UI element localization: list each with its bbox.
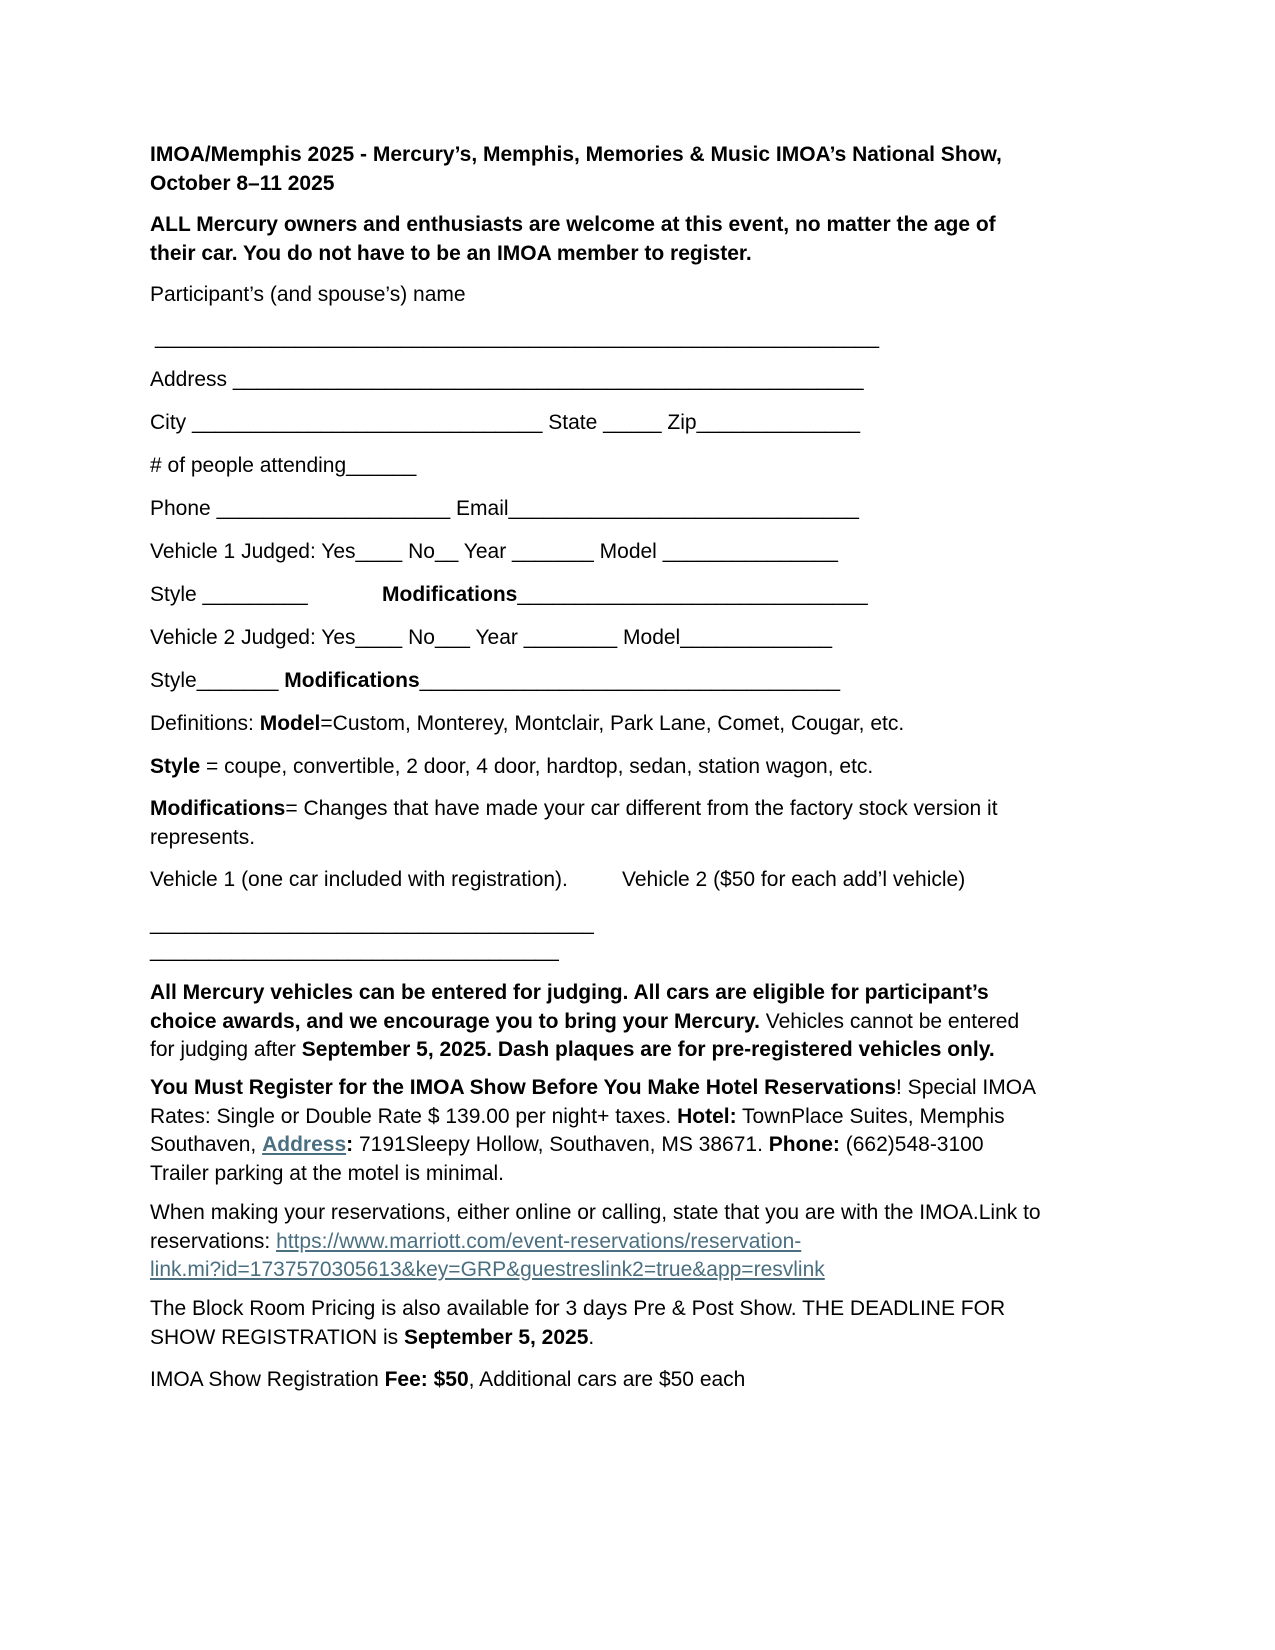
- zip-field[interactable]: ______________: [696, 411, 861, 434]
- hotel-address: 7191Sleepy Hollow, Southaven, MS 38671.: [353, 1133, 769, 1156]
- vehicle-1-modifications-row: [382, 581, 868, 609]
- v2-modifications-field[interactable]: ____________________________________: [419, 669, 841, 692]
- people-attending-label: # of people attending: [150, 454, 347, 477]
- registration-fee: [150, 1366, 745, 1394]
- modifications-definition-1: = Changes that have made your car different from the factory stock version it: [285, 797, 998, 820]
- welcome-line-1: ALL Mercury owners and enthusiasts are welcome at this event, no matter the age of: [150, 213, 996, 236]
- title-line-2: October 8–11 2025: [150, 171, 335, 195]
- vehicle-2-label: Vehicle 2 ($50 for each add’l vehicle): [622, 868, 966, 891]
- registration-deadline-label: SHOW REGISTRATION is: [150, 1325, 404, 1349]
- judging-line-2: choice awards, and we encourage you to bring your Mercury.: [150, 1009, 760, 1033]
- fee-label: IMOA Show Registration: [150, 1368, 385, 1391]
- city-label: City: [150, 411, 187, 434]
- address-link[interactable]: Address: [262, 1133, 347, 1156]
- reservation-link-part-1[interactable]: https://www.marriott.com/event-reservations/reservation-: [276, 1229, 802, 1253]
- v2-modifications-label: Modifications: [284, 669, 420, 692]
- fee-amount: Fee: $50: [384, 1368, 469, 1391]
- state-label: State: [548, 411, 598, 434]
- vehicle-2-field[interactable]: ___________________________________: [150, 939, 559, 962]
- trailer-parking-note: Trailer parking at the motel is minimal.: [150, 1161, 505, 1185]
- v1-yes-field[interactable]: ____: [355, 540, 403, 563]
- register-first-notice: You Must Register for the IMOA Show Before You Make Hotel Reservations: [150, 1076, 897, 1099]
- people-attending-field[interactable]: ______: [346, 454, 417, 477]
- v1-no-label: No: [408, 540, 435, 563]
- vehicle-2-judged-row: [150, 624, 832, 652]
- people-attending-row: [150, 452, 416, 480]
- model-term: Model: [259, 712, 321, 735]
- hotel-info: [150, 1074, 1135, 1188]
- v2-no-field[interactable]: ___: [434, 626, 470, 649]
- v2-model-label: Model: [623, 626, 681, 649]
- special-rates-intro: ! Special IMOA: [896, 1076, 1037, 1099]
- v1-modifications-label: Modifications: [382, 583, 518, 606]
- v2-judged-label: Vehicle 2 Judged: Yes: [150, 626, 356, 649]
- modifications-term: Modifications: [150, 797, 286, 820]
- style-definition: = coupe, convertible, 2 door, 4 door, hardtop, sedan, station wagon, etc.: [200, 755, 874, 778]
- vehicle-2-style-row: [150, 667, 840, 695]
- fee-additional: , Additional cars are $50 each: [468, 1368, 746, 1391]
- registration-deadline-date: September 5, 2025: [403, 1325, 589, 1349]
- v2-year-label: Year: [475, 626, 518, 649]
- v2-year-field[interactable]: ________: [523, 626, 618, 649]
- reservation-link-part-2[interactable]: link.mi?id=1737570305613&key=GRP&guestreslink2=true&app=resvlink: [150, 1258, 825, 1281]
- reservations-label: reservations:: [150, 1229, 277, 1253]
- definition-style: [150, 753, 873, 781]
- v1-style-label: Style: [150, 583, 197, 606]
- v1-judged-label: Vehicle 1 Judged: Yes: [150, 540, 356, 563]
- phone-field[interactable]: ____________________: [216, 497, 451, 520]
- judging-line-2-cont: Vehicles cannot be entered: [759, 1009, 1020, 1033]
- style-term: Style: [150, 755, 201, 778]
- v1-year-field[interactable]: _______: [512, 540, 594, 563]
- vehicle-1-style-row: [150, 581, 308, 609]
- v1-year-label: Year: [463, 540, 507, 563]
- zip-label: Zip: [667, 411, 697, 434]
- v2-style-field[interactable]: _______: [196, 669, 279, 692]
- v2-yes-field[interactable]: ____: [355, 626, 403, 649]
- email-field[interactable]: ______________________________: [508, 497, 859, 520]
- vehicle-1-field[interactable]: ______________________________________: [150, 912, 594, 935]
- vehicle-1-judged-row: [150, 538, 838, 566]
- deadline-info: [150, 1295, 1135, 1352]
- v2-style-label: Style: [150, 669, 197, 692]
- definition-modifications: [150, 795, 1135, 852]
- rate-info: Rates: Single or Double Rate $ 139.00 per night+ taxes.: [150, 1104, 678, 1128]
- state-field[interactable]: _____: [603, 411, 662, 434]
- phone-label: Phone: [150, 497, 211, 520]
- hotel-label: Hotel:: [677, 1104, 737, 1128]
- welcome-line-2: their car. You do not have to be an IMOA member to register.: [150, 241, 752, 265]
- judging-line-3: for judging after: [150, 1038, 302, 1061]
- hotel-city: Southaven,: [150, 1133, 263, 1156]
- v1-modifications-field[interactable]: ______________________________: [517, 583, 868, 606]
- email-label: Email: [456, 497, 509, 520]
- modifications-definition-2: represents.: [150, 825, 256, 849]
- hotel-phone: (662)548-3100: [839, 1133, 984, 1156]
- v1-model-field[interactable]: _______________: [662, 540, 838, 563]
- title-line-1: IMOA/Memphis 2025 - Mercury’s, Memphis, Memories & Music IMOA’s National Show,: [150, 143, 1002, 166]
- block-room-pricing: The Block Room Pricing is also available for 3 days Pre & Post Show. THE DEADLINE FOR: [150, 1297, 1006, 1320]
- address-colon: :: [346, 1133, 354, 1156]
- judging-line-1: All Mercury vehicles can be entered for judging. All cars are eligible for participant’s: [150, 981, 989, 1004]
- deadline-period: .: [588, 1325, 595, 1349]
- v1-model-label: Model: [599, 540, 657, 563]
- participant-name-field[interactable]: ______________________________________________________________: [155, 326, 880, 349]
- judging-deadline: September 5, 2025. Dash plaques are for pre-registered vehicles only.: [301, 1038, 995, 1061]
- hotel-name: TownPlace Suites, Memphis: [736, 1104, 1005, 1128]
- reservation-info: [150, 1199, 1135, 1285]
- vehicle-1-label: Vehicle 1 (one car included with registration).: [150, 868, 568, 891]
- welcome-notice: [150, 211, 1135, 268]
- v1-style-field[interactable]: _________: [202, 583, 308, 606]
- definitions-prefix: Definitions:: [150, 712, 260, 735]
- city-state-zip-row: [150, 409, 860, 437]
- v2-no-label: No: [408, 626, 435, 649]
- phone-email-row: [150, 495, 859, 523]
- address-row: [150, 366, 864, 394]
- address-field[interactable]: ______________________________________________________: [232, 368, 864, 391]
- definition-model: [150, 710, 904, 738]
- judging-notice: [150, 979, 1135, 1065]
- model-definition: =Custom, Monterey, Montclair, Park Lane, Comet, Cougar, etc.: [320, 712, 905, 735]
- participant-label: Participant’s (and spouse’s) name: [150, 283, 466, 306]
- address-label: Address: [150, 368, 228, 391]
- reservation-instructions: When making your reservations, either online or calling, state that you are with the IMOA.Link to: [150, 1201, 1041, 1224]
- city-field[interactable]: ______________________________: [192, 411, 543, 434]
- hotel-phone-label: Phone:: [768, 1133, 840, 1156]
- page-title: [150, 141, 1135, 198]
- v1-no-field[interactable]: __: [434, 540, 459, 563]
- v2-model-field[interactable]: _____________: [680, 626, 833, 649]
